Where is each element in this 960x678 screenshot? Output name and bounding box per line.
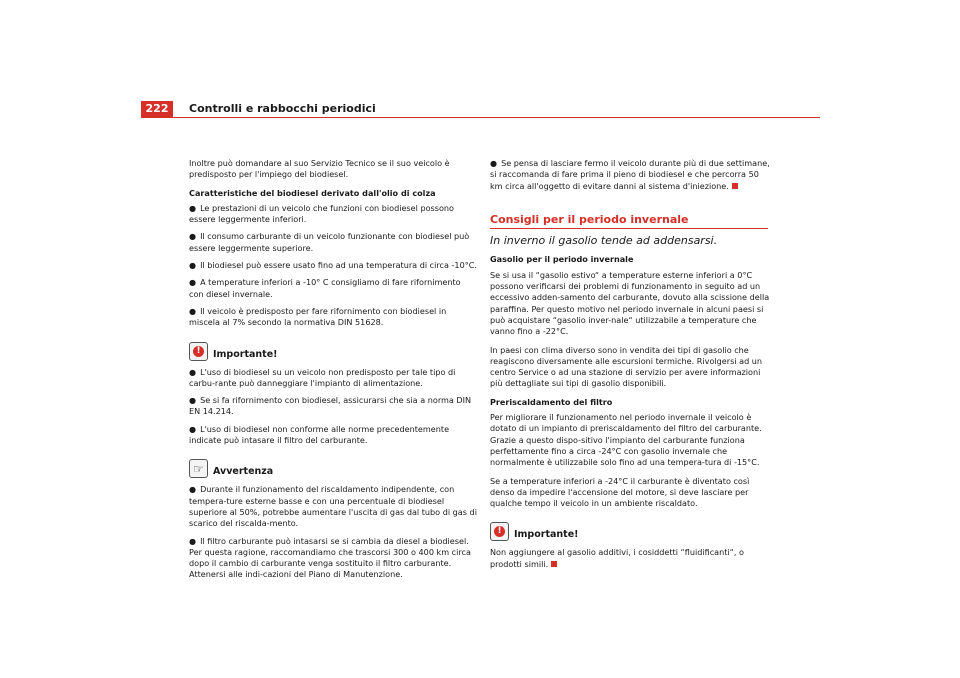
winter-diesel-heading: Gasolio per il periodo invernale xyxy=(490,254,634,265)
list-item: ● Durante il funzionamento del riscaldamento indipendente, con tempera-ture esterne basse e con una percentuale di biodiesel superiore al 50%, potrebbe aumentare l'uscita di gas dal tubo di gas di scarico del riscalda-mento. xyxy=(189,484,477,529)
end-square-icon xyxy=(732,183,738,189)
list-item: ● L'uso di biodiesel su un veicolo non predisposto per tale tipo di carbu-rante può danneggiare l'impianto di alimentazione. xyxy=(189,366,456,388)
header-rule xyxy=(141,117,820,118)
list-item: ● Il veicolo è predisposto per fare rifornimento con biodiesel in miscela al 7% secondo la normativa DIN 51628. xyxy=(189,305,447,328)
intro-paragraph: Inoltre può domandare al suo Servizio Tecnico se il suo veicolo è predisposto per l'impiego del biodiesel. xyxy=(189,158,450,180)
bullet-icon: ● xyxy=(490,158,498,168)
bullet-icon: ● xyxy=(189,535,197,546)
bullet-icon: ● xyxy=(189,202,197,213)
important-heading-right: ! Importante! xyxy=(490,522,770,541)
bullet-icon: ● xyxy=(189,423,197,434)
warning-icon: ! xyxy=(189,342,208,361)
section-rule xyxy=(490,228,768,229)
list-item: ● L'uso di biodiesel non conforme alle norme precedentemente indicate può intasare il filtro del carburante. xyxy=(189,423,450,446)
bullet-icon: ● xyxy=(189,366,197,377)
important-text: Non aggiungere al gasolio additivi, i cosiddetti “fluidificanti“, o prodotti simili. xyxy=(490,547,744,569)
winter-paragraph-1: Se si usa il “gasolio estivo“ a temperature esterne inferiori a 0°C possono verificarsi dei problemi di funzionamento in seguito ad un eccessivo adden-samento del carburante, dovuto alla scissione della paraffina. Per questo motivo nel periodo invernale in alcuni paesi si può acquistare “gasolio inver-nale“ utilizzabile a temperature che vanno fino a -22°C. xyxy=(490,269,770,337)
preheat-heading: Preriscaldamento del filtro xyxy=(490,396,613,407)
bullet-icon: ● xyxy=(189,395,197,406)
list-item: ● Se pensa di lasciare fermo il veicolo durante più di due settimane, si raccomanda di fare prima il pieno di biodiesel e che percorra 50 km circa all'oggetto di evitare danni al sistema d'iniezione. xyxy=(490,158,770,191)
biodiesel-heading: Caratteristiche del biodiesel derivato dall'olio di colza xyxy=(189,187,436,198)
preheat-paragraph-2: Se a temperature inferiori a -24°C il carburante è diventato così denso da impedire l'accensione del motore, si deve lasciare per qualche tempo il veicolo in un ambiente riscaldato. xyxy=(490,475,750,509)
section-title: Consigli per il periodo invernale xyxy=(490,212,689,226)
important-heading: ! Importante! xyxy=(189,342,477,361)
left-column xyxy=(189,158,477,587)
bullet-icon: ● xyxy=(189,277,197,288)
page-header-title: Controlli e rabbocchi periodici xyxy=(189,102,376,115)
preheat-paragraph-1: Per migliorare il funzionamento nel periodo invernale il veicolo è dotato di un impianto di preriscaldamento del filtro del carburante. Grazie a questo dispo-sitivo l'impianto del carburante funziona perfettamente fino a circa -24°C con gasolio invernale che normalmente è utilizzabile solo fino ad una tempera-tura di -15°C. xyxy=(490,412,762,468)
list-item: ● Il filtro carburante può intasarsi se si cambia da diesel a biodiesel. Per questa ragione, raccomandiamo che trascorsi 300 o 400 km circa dopo il cambio di carburante venga sostituito il filtro carburante. Attenersi alle indi-cazioni del Piano di Manutenzione. xyxy=(189,535,471,580)
end-square-icon xyxy=(551,561,557,567)
list-item: ● Le prestazioni di un veicolo che funzioni con biodiesel possono essere leggermente inferiori. xyxy=(189,202,455,225)
bullet-icon: ● xyxy=(189,260,197,271)
list-item: ● A temperature inferiori a -10° C consigliamo di fare rifornimento con diesel invernale. xyxy=(189,277,461,299)
info-hand-icon: ☞ xyxy=(189,459,208,478)
right-column xyxy=(490,158,770,577)
list-item: ● Se si fa rifornimento con biodiesel, assicurarsi che sia a norma DIN EN 14.214. xyxy=(189,395,472,417)
section-subtitle: In inverno il gasolio tende ad addensarsi. xyxy=(490,234,718,248)
bullet-icon: ● xyxy=(189,305,197,316)
list-item: ● Il consumo carburante di un veicolo funzionante con biodiesel può essere leggermente superiore. xyxy=(189,231,470,253)
warning-icon: ! xyxy=(490,522,509,541)
page-number: 222 xyxy=(141,101,173,117)
bullet-icon: ● xyxy=(189,231,197,242)
list-item: ● Il biodiesel può essere usato fino ad una temperatura di circa -10°C. xyxy=(189,260,477,271)
winter-paragraph-2: In paesi con clima diverso sono in vendita dei tipi di gasolio che reagiscono diversamente alle escursioni termiche. Rivolgersi ad un centro Service o ad una stazione di servizio per avere informazioni più dettagliate sui tipi di gasolio disponibili. xyxy=(490,344,763,389)
bullet-icon: ● xyxy=(189,484,197,495)
note-heading: ☞ Avvertenza xyxy=(189,459,477,478)
